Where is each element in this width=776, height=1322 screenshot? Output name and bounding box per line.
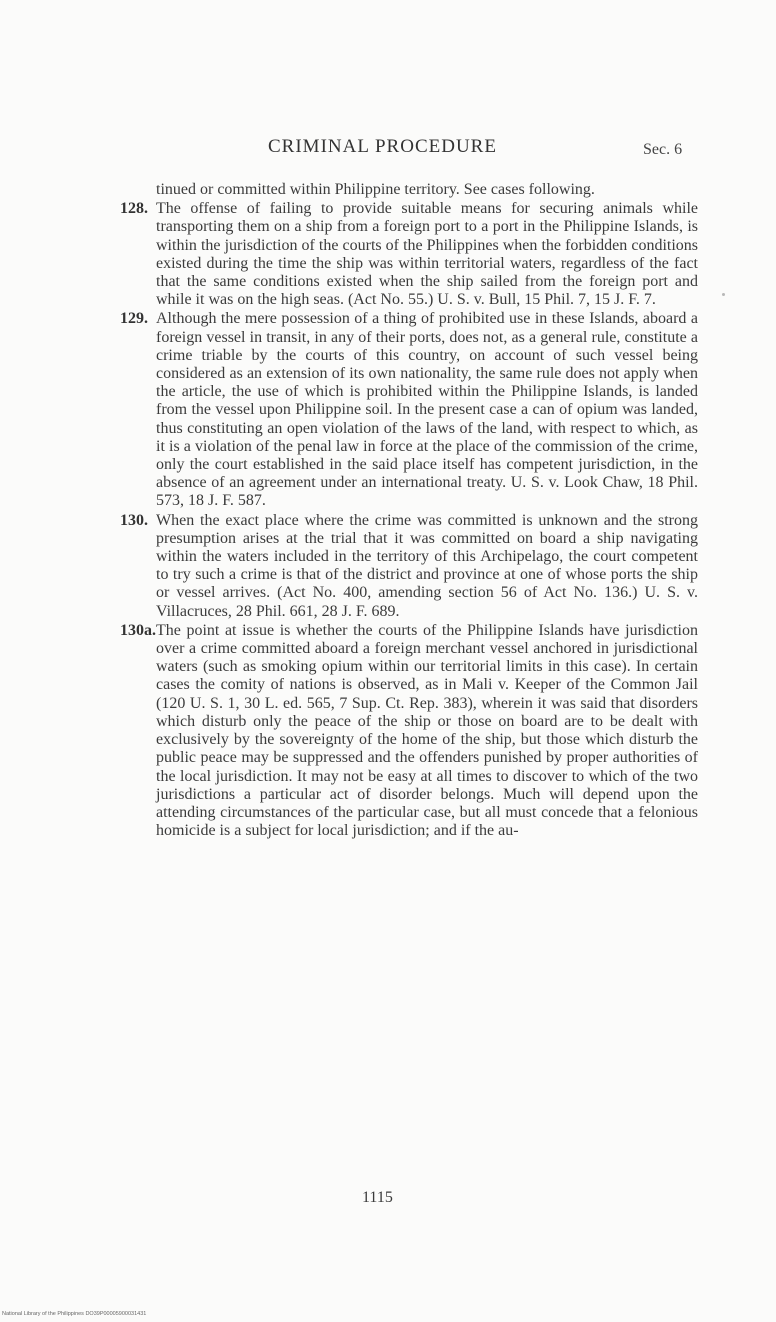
entry-130	[120, 512, 698, 621]
continuation-paragraph: tinued or committed within Philippine territory. See cases following.	[156, 181, 595, 198]
entry-128	[120, 200, 698, 309]
page-number: 1115	[362, 1189, 393, 1206]
entry-number: 128.	[120, 200, 148, 218]
entry-text: The offense of failing to provide suitable means for securing animals while transporting them on a ship from a foreign port to a port in the Philippine Islands, is within the jurisdiction of the courts of the Philippines when the forbidden conditions existed during the time the ship was within territorial waters, regardless of the fact that the same conditions existed when the ship sailed from the foreign port and while it was on the high seas. (Act No. 55.) U. S. v. Bull, 15 Phil. 7, 15 J. F. 7.	[156, 200, 698, 309]
entry-text: When the exact place where the crime was committed is unknown and the strong presumption arises at the trial that it was committed on board a ship navigating within the waters included in the territory of this Archipelago, the court competent to try such a crime is that of the district and province at one of whose ports the ship or vessel arrives. (Act No. 400, amending section 56 of Act No. 136.) U. S. v. Villacruces, 28 Phil. 661, 28 J. F. 689.	[156, 511, 698, 620]
running-header-section: Sec. 6	[643, 141, 683, 158]
entry-129	[120, 310, 698, 510]
entry-text: The point at issue is whether the courts of the Philippine Islands have jurisdiction over a crime committed aboard a foreign merchant vessel anchored in jurisdictional waters (such as smoking opium within our territorial limits in this case). In certain cases the comity of nations is observed, as in Mali v. Keeper of the Common Jail (120 U. S. 1, 30 L. ed. 565, 7 Sup. Ct. Rep. 383), wherein it was said that disorders which disturb only the peace of the ship or those on board are to be dealt with exclusively by the sovereignty of the home of the ship, but those which disturb the public peace may be suppressed and the offenders punished by proper authorities of the local jurisdiction. It may not be easy at all times to discover to which of the two jurisdictions a particular act of disorder belongs. Much will depend upon the attending circumstances of the particular case, but all must concede that a felonious homicide is a subject for local jurisdiction; and if the au-	[156, 621, 698, 840]
body-text	[120, 181, 698, 841]
entry-number: 130.	[120, 511, 148, 529]
scan-speck	[722, 293, 725, 296]
entry-130a	[120, 622, 698, 840]
running-header-title: CRIMINAL PROCEDURE	[268, 136, 497, 157]
entry-number: 130a.	[120, 621, 156, 639]
entry-text: Although the mere possession of a thing of prohibited use in these Islands, aboard a foreign vessel in transit, in any of their ports, does not, as a general rule, constitute a crime triable by the courts of this country, on account of such vessel being considered as an extension of its own nationality, the same rule does not apply when the article, the use of which is prohibited within the Philippine Islands, is landed from the vessel upon Philippine soil. In the present case a can of opium was landed, thus constituting an open violation of the laws of the land, with respect to which, as it is a violation of the penal law in force at the place of the commission of the crime, only the court established in the said place itself has competent jurisdiction, in the absence of an agreement under an international treaty. U. S. v. Look Chaw, 18 Phil. 573, 18 J. F. 587.	[156, 310, 698, 510]
entry-number: 129.	[120, 310, 148, 328]
scan-footer-label: National Library of the Philippines DO39P00005900031431	[2, 1311, 147, 1317]
